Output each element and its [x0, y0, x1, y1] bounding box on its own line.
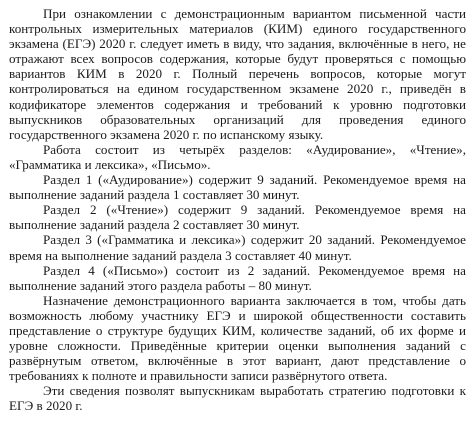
paragraph-purpose: Назначение демонстрационного варианта заключается в том, чтобы дать возможность любому участнику ЕГЭ и широкой общественности составить представление о структуре будущих КИМ, количестве заданий, об их форме и уровне сложности. Приведённые критерии оценки выполнения заданий с развёрнутым ответом, включённые в этот вариант, дают представление о требованиях к полноте и правильности записи развёрнутого ответа.: [9, 292, 466, 384]
paragraph-section-1: Раздел 1 («Аудирование») содержит 9 заданий. Рекомендуемое время на выполнение заданий раздела 1 составляет 30 минут.: [9, 172, 466, 203]
paragraph-intro: При ознакомлении с демонстрационным вариантом письменной части контрольных измерительных материалов (КИМ) единого государственного экзамена (ЕГЭ) 2020 г. следует иметь в виду, что задания, включённые в него, не отражают всех вопросов содержания, которые будут проверяться с помощью вариантов КИМ в 2020 г. Полный перечень вопросов, которые могут контролироваться на едином государственном экзамене 2020 г., приведён в кодификаторе элементов содержания и требований к уровню подготовки выпускников образовательных организаций для проведения единого государственного экзамена 2020 г. по испанскому языку.: [9, 6, 466, 142]
paragraph-section-4: Раздел 4 («Письмо») состоит из 2 заданий. Рекомендуемое время на выполнение заданий этого раздела работы – 80 минут.: [9, 262, 466, 293]
paragraph-section-2: Раздел 2 («Чтение») содержит 9 заданий. Рекомендуемое время на выполнение заданий раздела 2 составляет 30 минут.: [9, 202, 466, 233]
paragraph-section-3: Раздел 3 («Грамматика и лексика») содержит 20 заданий. Рекомендуемое время на выполнение заданий раздела 3 составляет 40 минут.: [9, 232, 466, 263]
paragraph-conclusion: Эти сведения позволят выпускникам выработать стратегию подготовки к ЕГЭ в 2020 г.: [9, 383, 466, 414]
paragraph-structure: Работа состоит из четырёх разделов: «Аудирование», «Чтение», «Грамматика и лексика», «Письмо».: [9, 141, 466, 172]
